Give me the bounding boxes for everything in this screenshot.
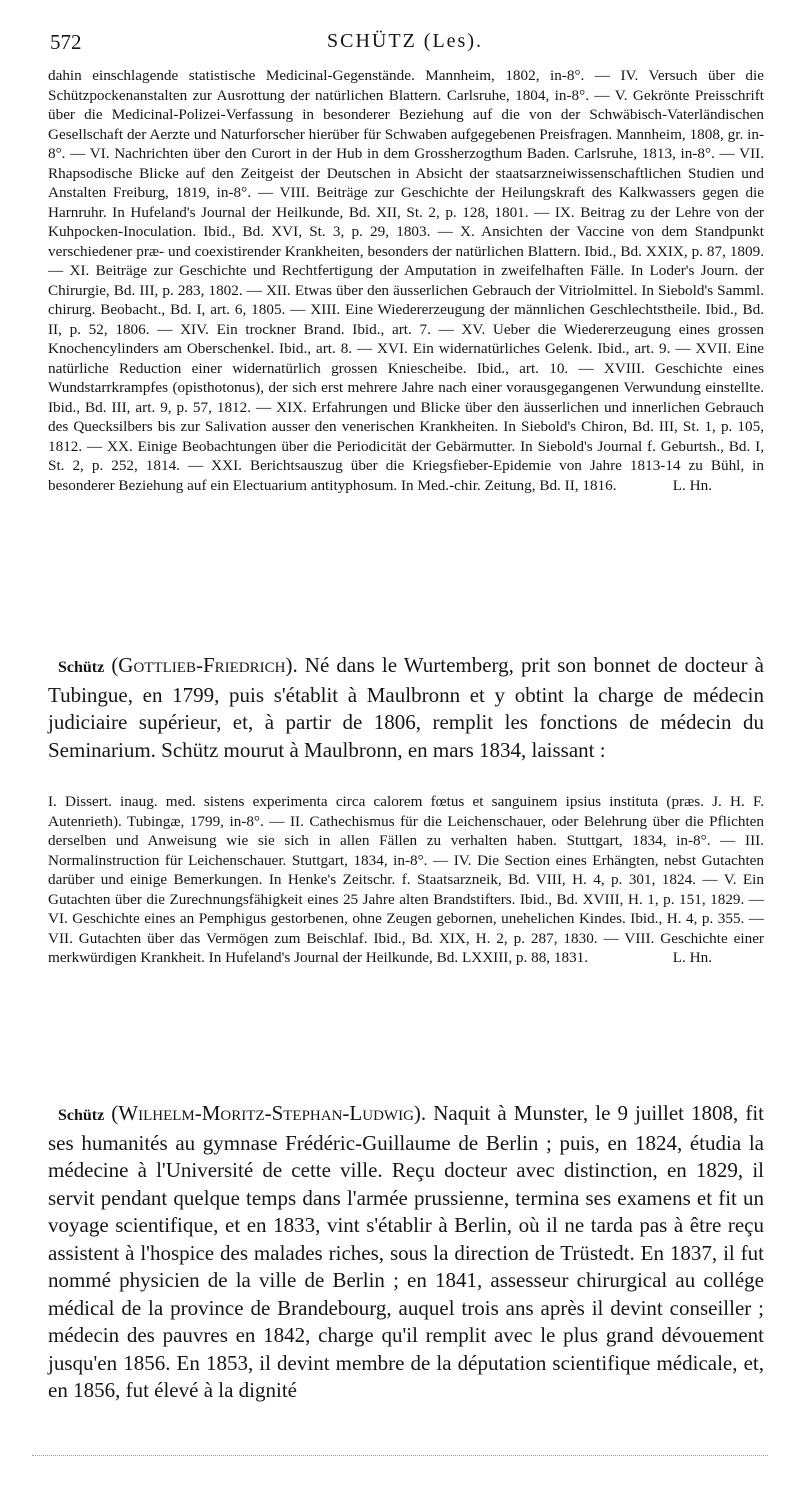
entry-schutz-les-continued [48, 66, 764, 495]
biography-text: Né dans le Wurtemberg, prit son bonnet de docteur à Tubingue, en 1799, puis s'établit à Maulbronn et y obtint la charge de médecin judiciaire supérieur, et, à partir de 1806, remplit les fonctions de médecin du Seminarium. Schütz mourut à Maulbronn, en mars 1834, laissant : [48, 653, 764, 762]
author-signature: L. Hn. [672, 476, 712, 494]
page-header [50, 30, 760, 60]
page-number: 572 [50, 30, 82, 54]
works-list-schutz-gottlieb-friedrich [48, 792, 764, 968]
biography-text: Naquit à Munster, le 9 juillet 1808, fit ses humanités au gymnase Frédéric-Guillaume de Berlin ; puis, en 1824, étudia la médecine à l'Université de cette ville. Reçu docteur avec distinction, en 1829, il servit pendant quelque temps dans l'armée prussienne, termina ses examens et fit un voyage scientifique, et en 1833, vint s'établir à Berlin, où il ne tarda pas à être reçu assistent à l'hospice des malades riches, sous la direction de Trüstedt. En 1837, il fut nommé physicien de la ville de Berlin ; en 1841, assesseur chirurgical au collége médical de la province de Brandebourg, auquel trois ans après il devint conseiller ; médecin des pauvres en 1842, charge qu'il remplit avec le plus grand dévouement jusqu'en 1856. En 1853, il devint membre de la députation scientifique médicale, et, en 1856, fut élevé à la dignité [48, 1101, 765, 1402]
footer-divider [32, 1455, 768, 1456]
entry-name: Schütz [58, 1107, 105, 1124]
entry-schutz-gottlieb-friedrich [48, 652, 764, 764]
biography-paragraph [48, 1100, 764, 1405]
running-head: SCHÜTZ (Les). [327, 30, 483, 52]
entry-name: Schütz [58, 659, 105, 676]
bibliography-text: I. Dissert. inaug. med. sistens experimenta circa calorem fœtus et sanguinem ipsius instituta (præs. J. H. F. Autenrieth). Tubingæ, 1799, in-8°. — II. Cathechismus für die Leichenschauer, oder Belehrung über die Pflichten derselben und Anweisung wie sie sich in allen Fällen zu verhalten haben. Stuttgart, 1834, in-8°. — III. Normalinstruction für Leichenschauer. Stuttgart, 1834, in-8°. — IV. Die Section eines Erhängten, nebst Gutachten darüber und einige Bemerkungen. In Henke's Zeitschr. f. Staatsarzneik, Bd. VIII, H. 4, p. 301, 1824. — V. Ein Gutachten über die Zurechnungsfähigkeit eines 25 Jahre alten Brandstifters. Ibid., Bd. XVIII, H. 1, p. 151, 1829. — VI. Geschichte eines an Pemphigus gestorbenen, ohne Zeugen gebornen, unehelichen Kindes. Ibid., H. 4, p. 355. — VII. Gutachten über das Vermögen zum Beischlaf. Ibid., Bd. XIX, H. 2, p. 287, 1830. — VIII. Geschichte einer merkwürdigen Krankheit. In Hufeland's Journal der Heilkunde, Bd. LXXIII, p. 88, 1831. [48, 793, 764, 966]
biography-paragraph [48, 652, 764, 764]
bibliography-text: dahin einschlagende statistische Medicinal-Gegenstände. Mannheim, 1802, in-8°. — IV. Versuch über die Schützpockenanstalten zur Ausrottung der natürlichen Blattern. Carlsruhe, 1804, in-8°. — V. Gekrönte Preisschrift über die Medicinal-Polizei-Verfassung in besonderer Beziehung auf die von der Schwäbisch-Vaterländischen Gesellschaft der Aerzte und Naturforscher hierüber für Schwaben aufgegebenen Preisfragen. Mannheim, 1808, gr. in-8°. — VI. Nachrichten über den Curort in der Hub in dem Grossherzogthum Baden. Carlsruhe, 1813, in-8°. — VII. Rhapsodische Blicke auf den Zeitgeist der Deutschen in Absicht der staatsarzneiwissenschaftlichen Studien und Anstalten Freiburg, 1819, in-8°. — VIII. Beiträge zur Geschichte der Heilungskraft des Kalkwassers gegen die Harnruhr. In Hufeland's Journal der Heilkunde, Bd. XII, St. 2, p. 128, 1801. — IX. Beitrag zu der Lehre von der Kuhpocken-Inoculation. Ibid., Bd. XVI, St. 3, p. 29, 1803. — X. Ansichten der Vaccine von dem Standpunkt verschiedener præ- und coexistirender Krankheiten, besonders der natürlichen Blattern. Ibid., Bd. XXIX, p. 87, 1809. — XI. Beiträge zur Geschichte und Rechtfertigung der Amputation in zweifelhaften Fälle. In Loder's Journ. der Chirurgie, Bd. III, p. 283, 1802. — XII. Etwas über den äusserlichen Gebrauch der Vitriolmittel. In Siebold's Samml. chirurg. Beobacht., Bd. I, art. 6, 1805. — XIII. Eine Wiedererzeugung der männlichen Geschlechtstheile. Ibid., Bd. II, p. 52, 1806. — XIV. Ein trockner Brand. Ibid., art. 7. — XV. Ueber die Wiedererzeugung eines grossen Knochencylinders am Oberschenkel. Ibid., art. 8. — XVI. Ein widernatürliches Gelenk. Ibid., art. 9. — XVII. Eine natürliche Reduction einer widernatürlich grossen Kniescheibe. Ibid., art. 10. — XVIII. Geschichte eines Wundstarrkrampfes (opisthotonus), der sich erst mehrere Jahre nach einer vorausgegangenen Verwundung einstellte. Ibid., Bd. III, art. 9, p. 57, 1812. — XIX. Erfahrungen und Blicke über den äusserlichen und innerlichen Gebrauch des Quecksilbers bis zur Salivation ausser den venerischen Krankheiten. In Siebold's Chiron, Bd. III, St. 1, p. 105, 1812. — XX. Einige Beobachtungen über die Periodicität der Gebärmutter. In Siebold's Journal f. Geburtsh., Bd. I, St. 2, p. 252, 1814. — XXI. Berichtsauszug über die Kriegsfieber-Epidemie von Jahre 1813-14 zu Bühl, in besonderer Beziehung auf ein Electuarium antityphosum. In Med.-chir. Zeitung, Bd. II, 1816. [48, 67, 764, 494]
entry-schutz-wilhelm-moritz [48, 1100, 764, 1405]
entry-forenames: (Wilhelm-Moritz-Stephan-Ludwig). [111, 1101, 427, 1125]
entry-forenames: (Gottlieb-Friedrich). [111, 653, 298, 677]
author-signature: L. Hn. [672, 949, 712, 966]
